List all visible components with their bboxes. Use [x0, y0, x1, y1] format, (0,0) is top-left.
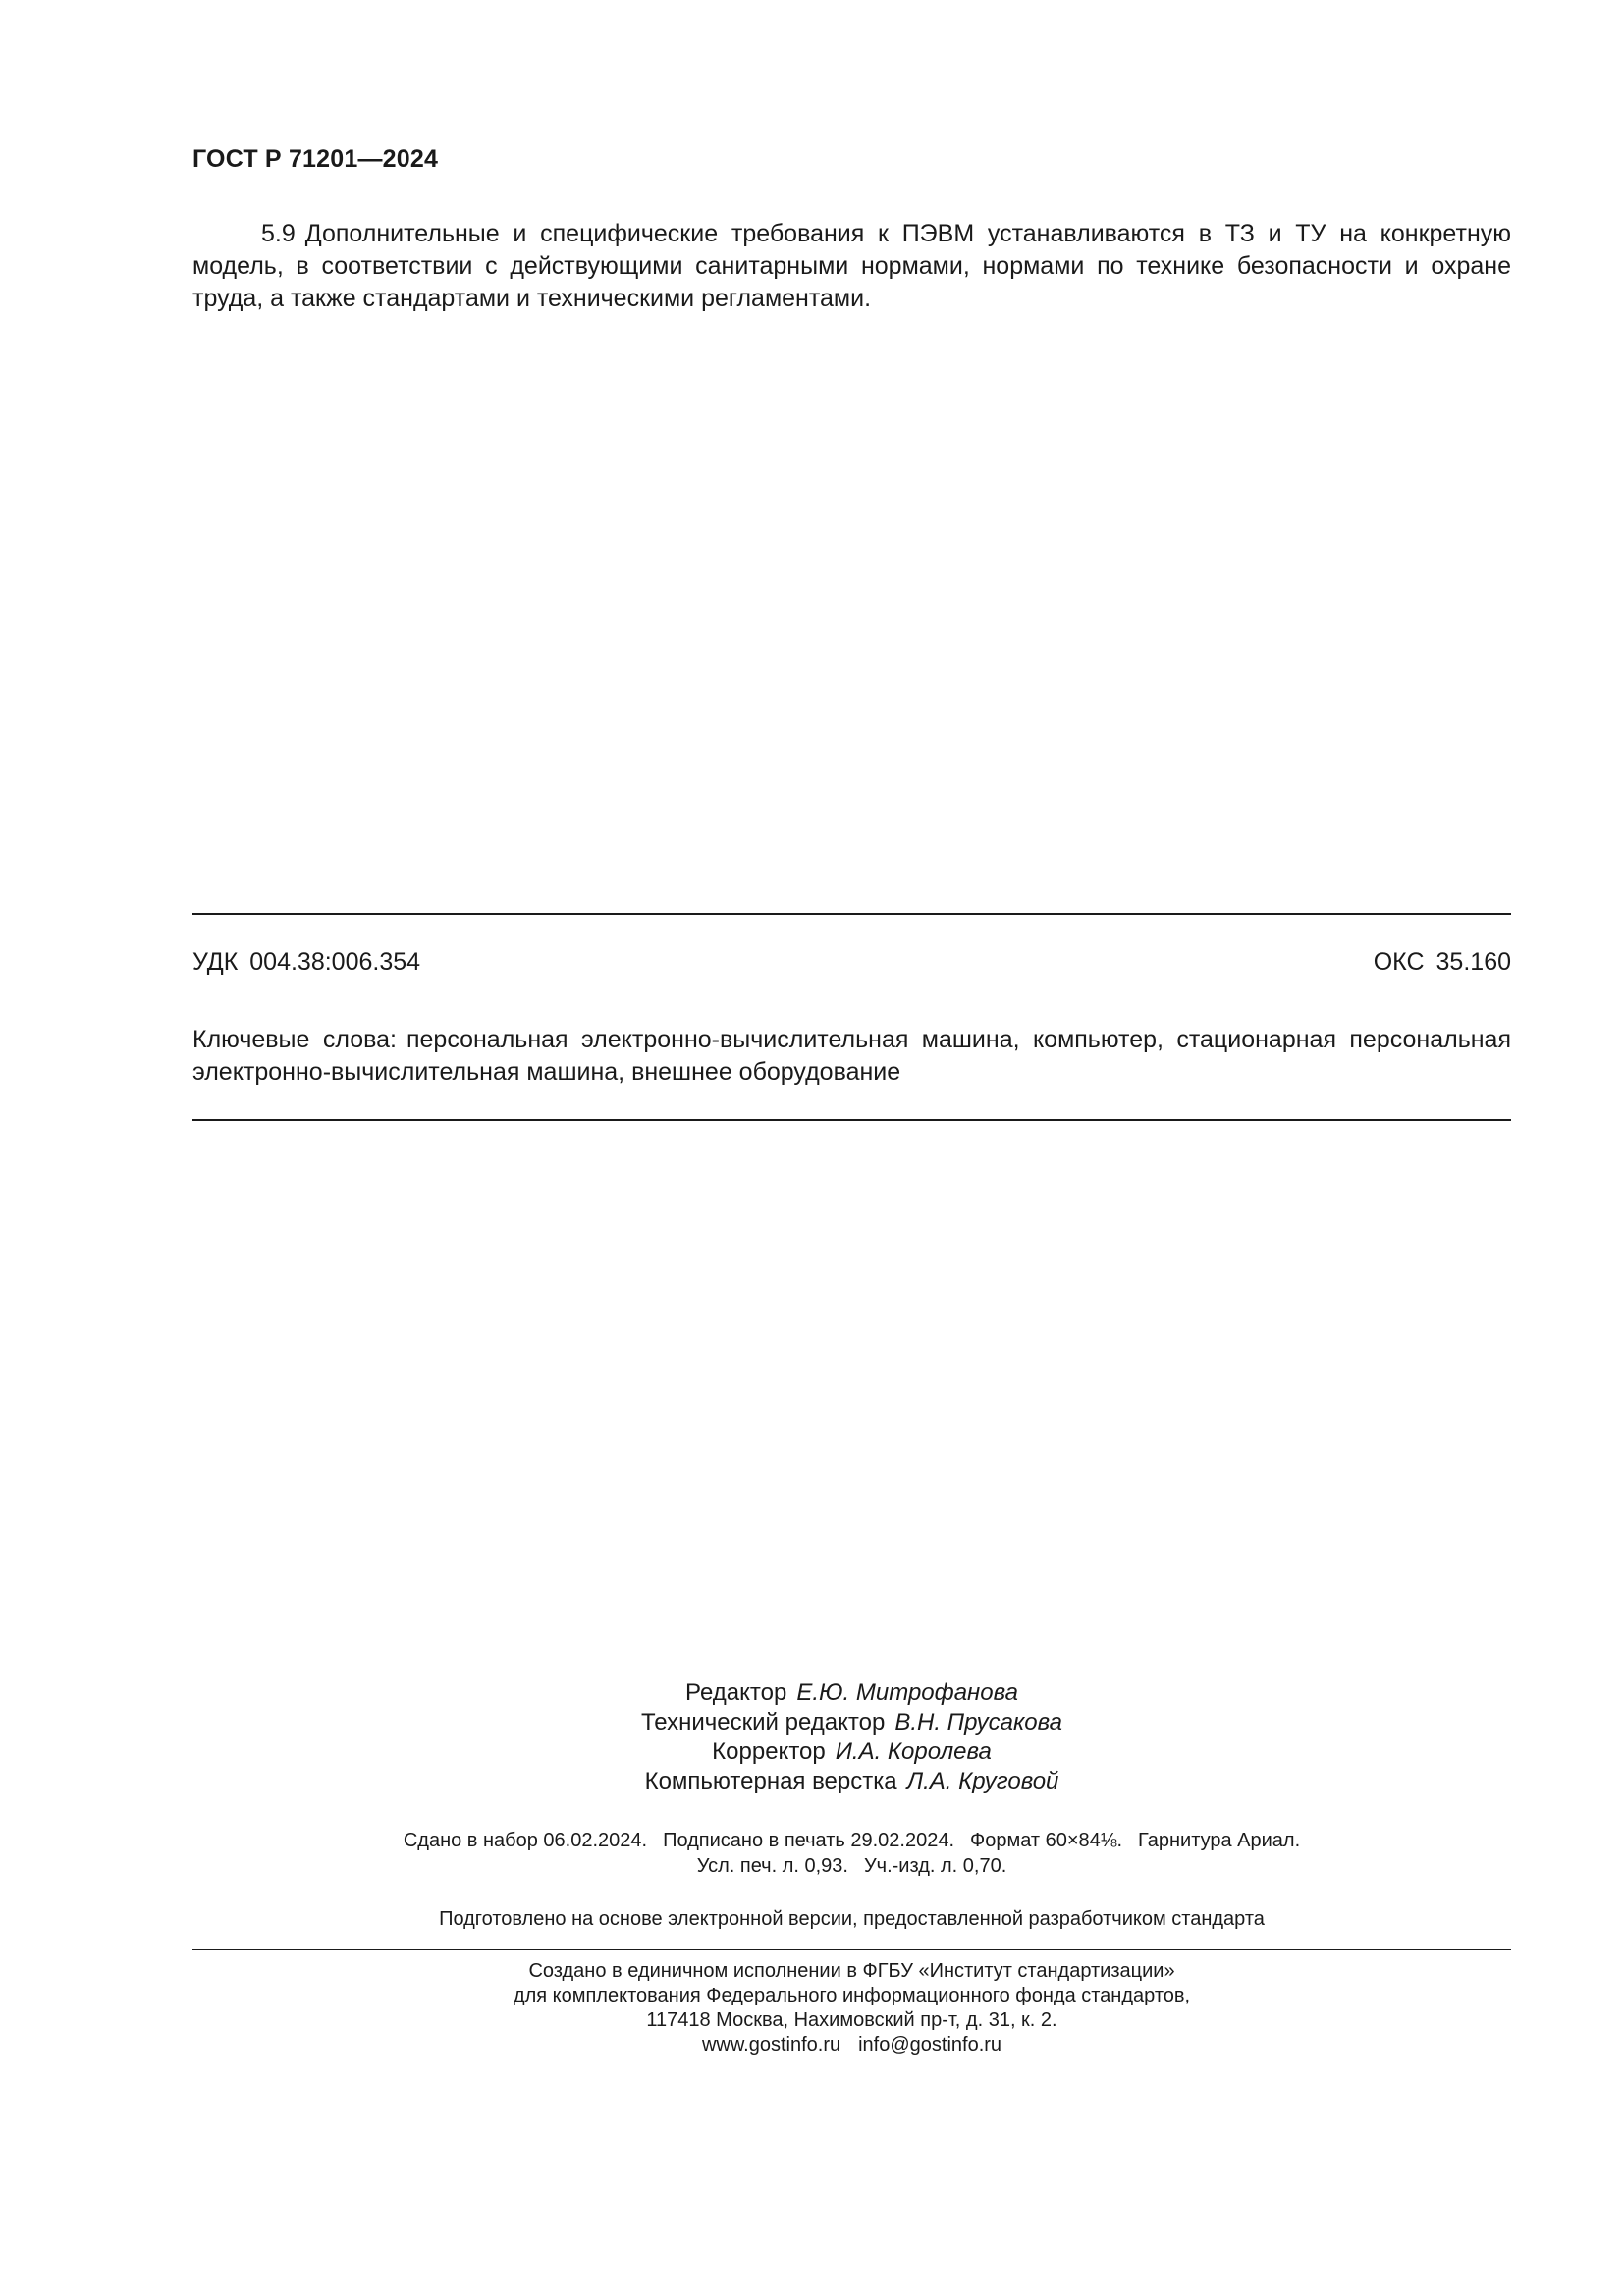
- publisher-contacts: [192, 2033, 1511, 2057]
- oks-code: [1374, 948, 1511, 977]
- signed-date: Подписано в печать 29.02.2024.: [663, 1830, 955, 1851]
- imprint-block: [192, 1828, 1511, 1879]
- udk-code: [192, 948, 420, 977]
- credit-line-layout: [192, 1767, 1511, 1796]
- imprint-line-1: [192, 1828, 1511, 1853]
- credit-role: Компьютерная верстка: [644, 1768, 897, 1794]
- publisher-block: [192, 1959, 1511, 2057]
- publisher-line-2: для комплектования Федерального информационного фонда стандартов,: [513, 1985, 1191, 2006]
- top-divider: [192, 913, 1511, 915]
- document-code: ГОСТ Р 71201—2024: [192, 145, 439, 173]
- website-link[interactable]: www.gostinfo.ru: [701, 2034, 841, 2056]
- credit-name: Л.А. Круговой: [906, 1768, 1059, 1794]
- clause-paragraph: [192, 218, 1511, 315]
- udk-label: УДК: [192, 948, 239, 976]
- typeface: Гарнитура Ариал.: [1138, 1830, 1301, 1851]
- paper-format: Формат 60×84⅛.: [970, 1830, 1123, 1851]
- credit-role: Технический редактор: [640, 1709, 886, 1735]
- oks-label: ОКС: [1373, 948, 1425, 976]
- credit-name: В.Н. Прусакова: [894, 1709, 1062, 1735]
- credit-role: Редактор: [685, 1680, 787, 1706]
- keywords-label: Ключевые слова:: [192, 1026, 397, 1053]
- oks-value: 35.160: [1435, 948, 1511, 976]
- submitted-date: Сдано в набор 06.02.2024.: [403, 1830, 648, 1851]
- credit-line-proofreader: [192, 1737, 1511, 1767]
- credit-role: Корректор: [712, 1738, 826, 1765]
- credit-line-editor: [192, 1679, 1511, 1708]
- imprint-line-2: [192, 1853, 1511, 1879]
- keywords-text: персональная электронно-вычислительная машина, компьютер, стационарная персональная электронно-вычислительная машина, внешнее оборудование: [192, 1026, 1511, 1086]
- prepared-note: Подготовлено на основе электронной версии, предоставленной разработчиком стандарта: [439, 1908, 1265, 1930]
- credit-line-tech-editor: [192, 1708, 1511, 1737]
- udk-value: 004.38:006.354: [249, 948, 421, 976]
- publisher-address: 117418 Москва, Нахимовский пр-т, д. 31, к. 2.: [646, 2009, 1057, 2031]
- clause-number: 5.9: [261, 220, 296, 247]
- publisher-divider: [192, 1949, 1511, 1950]
- bottom-divider: [192, 1119, 1511, 1121]
- credit-name: И.А. Королева: [835, 1738, 992, 1765]
- publisher-line-1: Создано в единичном исполнении в ФГБУ «Институт стандартизации»: [528, 1960, 1175, 1982]
- clause-text: Дополнительные и специфические требования к ПЭВМ устанавливаются в ТЗ и ТУ на конкретную модель, в соответствии с действующими санитарными нормами, нормами по технике безопасности и охране труда, а также стандартами и техническими регламентами.: [192, 220, 1511, 312]
- keywords-paragraph: [192, 1024, 1511, 1089]
- credits-block: [192, 1679, 1511, 1796]
- credit-name: Е.Ю. Митрофанова: [796, 1680, 1018, 1706]
- print-sheets: Усл. печ. л. 0,93.: [696, 1855, 848, 1877]
- classification-row: [192, 948, 1511, 977]
- publication-sheets: Уч.-изд. л. 0,70.: [863, 1855, 1007, 1877]
- email-link[interactable]: info@gostinfo.ru: [858, 2034, 1002, 2056]
